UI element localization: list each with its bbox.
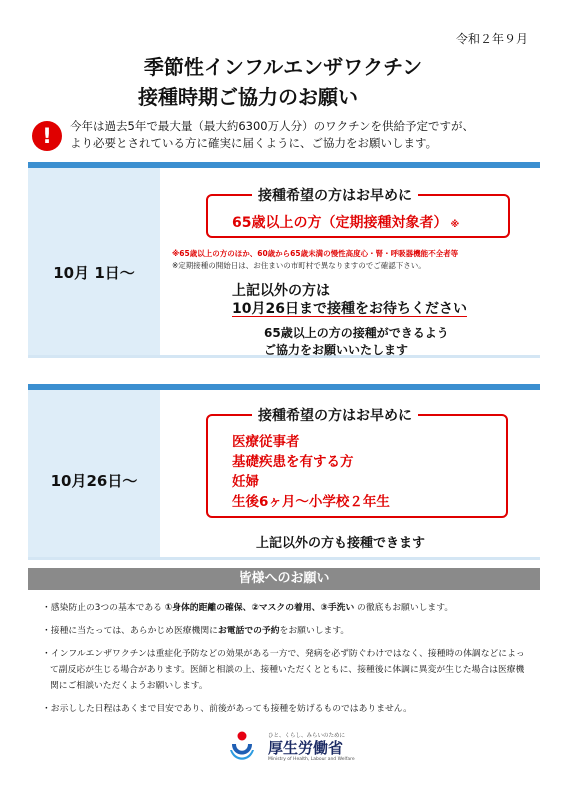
priority-box-header: 接種希望の方はお早めに: [252, 405, 418, 425]
intro-line-1: 今年は過去5年で最大量（最大約6300万人分）のワクチンを供給予定ですが、: [70, 119, 475, 133]
list-item-text: をお願いします。: [279, 626, 350, 636]
logo-english-name: Ministry of Health, Labour and Welfare: [268, 757, 355, 762]
intro-notice: [32, 118, 542, 158]
list-item: ・お示しした日程はあくまで目安であり、前後があっても接種を妨げるものではありません。: [42, 704, 412, 714]
priority-target-text: 65歳以上の方（定期接種対象者）: [232, 215, 448, 231]
intro-text: [70, 118, 545, 152]
page-title: [0, 52, 566, 112]
section-date-label: 10月26日～: [50, 472, 138, 490]
note-mark: ※: [450, 220, 460, 230]
priority-list-item: 医療従事者: [232, 434, 300, 450]
title-line-1: 季節性インフルエンザワクチン: [143, 55, 423, 79]
title-line-2: 接種時期ご協力のお願い: [138, 85, 358, 109]
logo-tagline: ひと、くらし、みらいのために: [268, 733, 346, 739]
priority-list-item: 生後6ヶ月～小学校２年生: [232, 494, 390, 510]
footnote-start-date: ※定期接種の開始日は、お住まいの市町村で異なりますのでご確認下さい。: [172, 261, 426, 270]
section-date-label: 10月 1日～: [53, 264, 135, 282]
priority-box-header: 接種希望の方はお早めに: [252, 185, 418, 205]
schedule-section-oct1: [28, 162, 540, 358]
request-list: [42, 600, 532, 724]
priority-box: [206, 408, 508, 518]
request-banner: 皆様へのお願い: [28, 568, 540, 590]
wait-notice-line-1: 上記以外の方は: [232, 283, 330, 299]
exclamation-icon: !: [32, 121, 62, 151]
list-item-text: ・接種に当たっては、あらかじめ医療機関に: [42, 626, 218, 636]
list-item: ・インフルエンザワクチンは重症化予防などの効果がある一方で、発病を必ず防ぐわけではなく、接種時の体調などによって副反応が生じる場合があります。医師と相談の上、接種いただくとともに、接種後に体調に異変が生じた場合は医療機関にご相談いただくようお願いします。: [42, 649, 525, 691]
list-item-text: の徹底もお願いします。: [354, 603, 454, 613]
footnote-eligibility: ※65歳以上の方のほか、60歳から65歳未満の慢性高度心・腎・呼吸器機能不全者等: [172, 249, 459, 258]
priority-target: [232, 212, 459, 232]
issue-date: 令和２年９月: [455, 32, 528, 46]
logo-name: 厚生労働省: [268, 739, 344, 757]
intro-line-2: より必要とされている方に確実に届くように、ご協力をお願いします。: [70, 136, 438, 150]
list-item: [42, 623, 532, 639]
list-item-emphasis: ①身体的距離の確保、②マスクの着用、③手洗い: [164, 603, 355, 613]
priority-box: [206, 188, 510, 238]
list-item-text: ・感染防止の3つの基本である: [42, 603, 165, 613]
schedule-section-oct26: [28, 384, 540, 560]
cooperation-line-1: 65歳以上の方の接種ができるよう: [264, 326, 449, 340]
cooperation-line-2: ご協力をお願いいたします: [264, 343, 409, 357]
list-item-emphasis: お電話での予約: [217, 626, 280, 636]
mhlw-logo-icon: [228, 730, 256, 764]
others-allowed-note: 上記以外の方も接種できます: [256, 536, 426, 551]
mhlw-logo: [228, 730, 388, 770]
priority-list-item: 基礎疾患を有する方: [232, 454, 354, 470]
priority-list-item: 妊婦: [232, 474, 259, 490]
section-body: [160, 168, 540, 355]
section-body: [160, 390, 540, 557]
priority-list: [232, 432, 390, 512]
wait-notice-line-2: 10月26日まで接種をお待ちください: [232, 301, 467, 317]
list-item: [42, 600, 532, 616]
